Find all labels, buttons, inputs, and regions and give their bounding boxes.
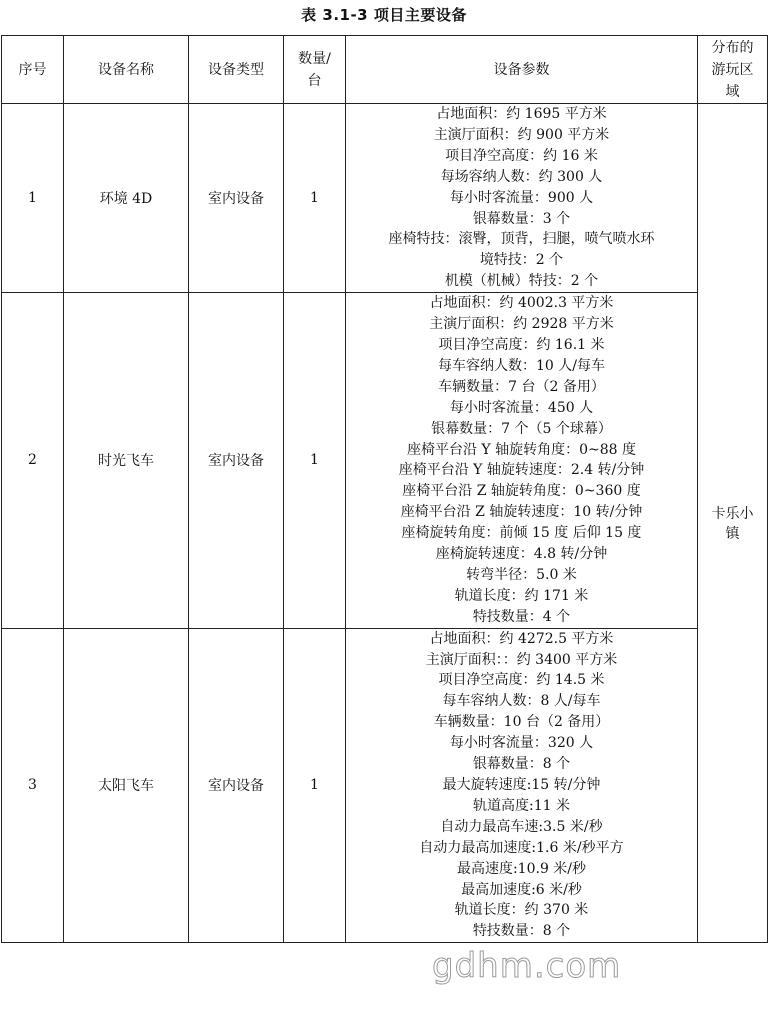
- parameter-line: 占地面积：约 4002.3 平方米: [429, 295, 614, 312]
- header-qty: [284, 36, 346, 104]
- parameter-line: 座椅旋转角度：前倾 15 度 后仰 15 度: [401, 525, 642, 542]
- header-area-line: 域: [725, 83, 740, 100]
- parameter-line: 最高加速度:6 米/秒: [461, 881, 582, 898]
- watermark: gdhm.com: [432, 946, 622, 986]
- parameter-line: 境特技：2 个: [479, 252, 564, 269]
- quantity-cell: 1: [284, 293, 346, 629]
- parameter-line: 机模（机械）特技：2 个: [444, 273, 599, 290]
- parameter-line: 车辆数量：10 台（2 备用）: [433, 714, 610, 731]
- parameter-line: 每场容纳人数：约 300 人: [440, 168, 603, 185]
- header-qty-line: 台: [307, 72, 322, 89]
- parameter-line: 每小时客流量：320 人: [449, 735, 594, 752]
- equipment-table: [1, 35, 768, 943]
- parameter-line: 每小时客流量：900 人: [449, 189, 594, 206]
- parameter-line: 特技数量：8 个: [472, 923, 571, 940]
- header-no: 序号: [2, 36, 64, 104]
- parameter-line: 特技数量：4 个: [472, 608, 571, 625]
- header-area-line: 分布的: [711, 39, 754, 56]
- row-number-cell: 3: [2, 628, 64, 943]
- parameter-line: 座椅特技：滚臀，顶背，扫腿，喷气喷水环: [388, 231, 655, 248]
- play-area-cell: [698, 104, 768, 943]
- header-params: 设备参数: [346, 36, 698, 104]
- parameter-line: 项目净空高度：约 14.5 米: [438, 672, 605, 689]
- parameter-line: 座椅平台沿 Y 轴旋转角度：0~88 度: [406, 441, 637, 458]
- parameter-line: 银幕数量：7 个（5 个球幕）: [431, 420, 612, 437]
- parameter-line: 座椅平台沿 Z 轴旋转角度：0~360 度: [402, 483, 641, 500]
- parameter-line: 车辆数量：7 台（2 备用）: [438, 378, 605, 395]
- parameter-line: 座椅平台沿 Y 轴旋转速度：2.4 转/分钟: [398, 462, 645, 479]
- parameter-line: 自动力最高车速:3.5 米/秒: [440, 818, 603, 835]
- header-qty-line: 数量/: [298, 50, 331, 67]
- parameter-line: 座椅平台沿 Z 轴旋转速度：10 转/分钟: [400, 504, 643, 521]
- parameter-line: 项目净空高度：约 16 米: [445, 147, 598, 164]
- parameter-line: 每车容纳人数：8 人/每车: [442, 693, 601, 710]
- header-area-line: 游玩区: [711, 61, 754, 78]
- parameter-line: 主演厅面积：约 2928 平方米: [429, 316, 614, 333]
- parameter-line: 转弯半径：5.0 米: [466, 566, 577, 583]
- parameter-line: 主演厅面积：约 900 平方米: [433, 126, 610, 143]
- header-name: 设备名称: [64, 36, 189, 104]
- parameter-line: 占地面积：约 1695 平方米: [436, 106, 607, 122]
- parameter-line: 轨道高度:11 米: [473, 797, 570, 814]
- parameters-cell: [346, 628, 698, 943]
- parameter-line: 每小时客流量：450 人: [449, 399, 594, 416]
- header-area: [698, 36, 768, 104]
- parameter-line: 主演厅面积：：约 3400 平方米: [425, 651, 618, 668]
- parameter-line: 项目净空高度：约 16.1 米: [438, 336, 605, 353]
- parameter-line: 座椅旋转速度：4.8 转/分钟: [435, 546, 608, 563]
- play-area-line: 卡乐小: [711, 506, 754, 523]
- table-row: [2, 104, 768, 293]
- table-row: [2, 293, 768, 629]
- row-number-cell: 2: [2, 293, 64, 629]
- equipment-name-cell: 环境 4D: [64, 104, 189, 293]
- quantity-cell: 1: [284, 104, 346, 293]
- parameter-line: 银幕数量：8 个: [472, 756, 571, 773]
- parameter-line: 轨道长度：约 171 米: [454, 587, 589, 604]
- equipment-type-cell: 室内设备: [189, 628, 284, 943]
- parameter-line: 最大旋转速度:15 转/分钟: [442, 777, 601, 793]
- equipment-type-cell: 室内设备: [189, 293, 284, 629]
- parameter-line: 轨道长度：约 370 米: [454, 902, 589, 919]
- parameters-cell: [346, 293, 698, 629]
- header-type: 设备类型: [189, 36, 284, 104]
- equipment-type-cell: 室内设备: [189, 104, 284, 293]
- parameter-line: 自动力最高加速度:1.6 米/秒平方: [419, 839, 624, 856]
- table-row: [2, 628, 768, 943]
- quantity-cell: 1: [284, 628, 346, 943]
- table-body: [2, 104, 768, 943]
- equipment-name-cell: 太阳飞车: [64, 628, 189, 943]
- parameter-line: 每车容纳人数：10 人/每车: [438, 357, 605, 374]
- table-caption: 表 3.1-3 项目主要设备: [301, 6, 467, 24]
- equipment-name-cell: 时光飞车: [64, 293, 189, 629]
- parameter-line: 占地面积：约 4272.5 平方米: [429, 630, 614, 647]
- row-number-cell: 1: [2, 104, 64, 293]
- parameters-cell: [346, 104, 698, 293]
- play-area-line: 镇: [725, 526, 740, 543]
- table-header-row: [2, 36, 768, 104]
- parameter-line: 银幕数量：3 个: [472, 210, 571, 227]
- parameter-line: 最高速度:10.9 米/秒: [456, 860, 587, 877]
